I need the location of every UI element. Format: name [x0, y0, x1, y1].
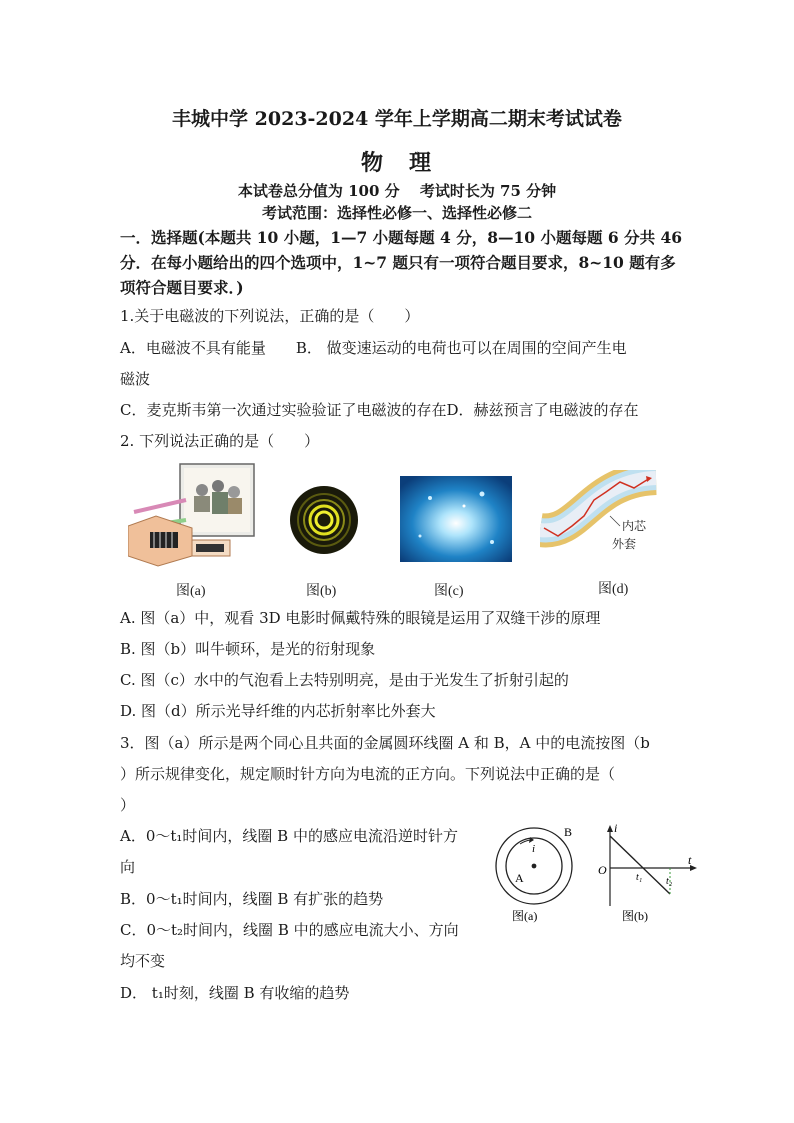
label-inner-core: 内芯	[622, 519, 647, 533]
q3-option-c: C．0～t₂时间内，线圈 B 中的感应电流大小、方向	[120, 921, 459, 939]
q3-option-a-cont: 向	[120, 858, 136, 876]
tick-label-t2: t₂	[666, 876, 673, 887]
fig-concentric-coils	[492, 824, 580, 928]
q2-option-c: C. 图（c）水中的气泡看上去特别明亮，是由于光发生了折射引起的	[120, 671, 569, 689]
section1-line3: 项符合题目要求．)	[120, 278, 244, 297]
label-current-i: i	[532, 843, 536, 855]
axis-label-t: t	[688, 853, 692, 867]
q1-stem: 1.关于电磁波的下列说法，正确的是（ ）	[120, 307, 420, 325]
q2-option-b: B. 图（b）叫牛顿环，是光的衍射现象	[120, 640, 376, 658]
section1-line2: 分．在每小题给出的四个选项中，1~7 题只有一项符合题目要求，8~10 题有多	[120, 253, 676, 272]
q2-option-d: D. 图（d）所示光导纤维的内芯折射率比外套大	[120, 702, 436, 720]
q1-option-a-b: A．电磁波不具有能量 B． 做变速运动的电荷也可以在周围的空间产生电	[120, 339, 627, 357]
q3-option-b: B．0～t₁时间内，线圈 B 有扩张的趋势	[120, 890, 384, 908]
caption-fig-b: 图(b)	[306, 584, 337, 599]
section1-line1: 一．选择题(本题共 10 小题，1—7 小题每题 4 分，8—10 小题每题 6 分共 46	[120, 228, 683, 247]
q3-stem-line1: 3．图（a）所示是两个同心且共面的金属圆环线圈 A 和 B，A 中的电流按图（b	[120, 734, 650, 752]
label-outer-cladding: 外套	[612, 537, 637, 551]
axis-label-i: i	[614, 822, 618, 835]
exam-title: 丰城中学 2023-2024 学年上学期高二期末考试试卷	[172, 108, 622, 130]
exam-scope: 考试范围：选择性必修一、选择性必修二	[261, 204, 532, 222]
subject-title: 物 理	[360, 150, 433, 176]
caption-q3-fig-a: 图(a)	[512, 909, 538, 923]
fig-optical-fiber	[540, 470, 660, 562]
tick-label-t1: t₁	[636, 872, 643, 883]
label-coil-b: B	[564, 825, 573, 839]
q3-option-d: D． t₁时刻，线圈 B 有收缩的趋势	[120, 984, 350, 1002]
q1-option-b-cont: 磁波	[120, 370, 151, 388]
q3-option-a: A．0～t₁时间内，线圈 B 中的感应电流沿逆时针方	[120, 827, 458, 845]
caption-fig-c: 图(c)	[434, 584, 464, 599]
fig-underwater-bubbles	[400, 476, 512, 562]
caption-fig-d: 图(d)	[598, 582, 629, 597]
q2-option-a: A. 图（a）中，观看 3D 电影时佩戴特殊的眼镜是运用了双缝干涉的原理	[120, 609, 601, 627]
origin-label: O	[598, 863, 607, 877]
q3-option-c-cont: 均不变	[120, 952, 166, 970]
caption-q3-fig-b: 图(b)	[622, 909, 648, 923]
fig-current-graph	[596, 822, 700, 928]
label-coil-a: A	[515, 871, 524, 885]
caption-fig-a: 图(a)	[176, 584, 206, 599]
fig-newton-rings	[288, 484, 360, 556]
q3-stem-line2: ）所示规律变化，规定顺时针方向为电流的正方向。下列说法中正确的是（	[120, 765, 616, 783]
score-time-info: 本试卷总分值为 100 分 考试时长为 75 分钟	[237, 182, 557, 200]
q1-option-c-d: C．麦克斯韦第一次通过实验验证了电磁波的存在D．赫兹预言了电磁波的存在	[120, 401, 639, 419]
q3-stem-line3: ）	[120, 796, 136, 814]
q2-stem: 2. 下列说法正确的是（ ）	[120, 432, 320, 450]
fig-3d-cinema	[128, 462, 258, 574]
